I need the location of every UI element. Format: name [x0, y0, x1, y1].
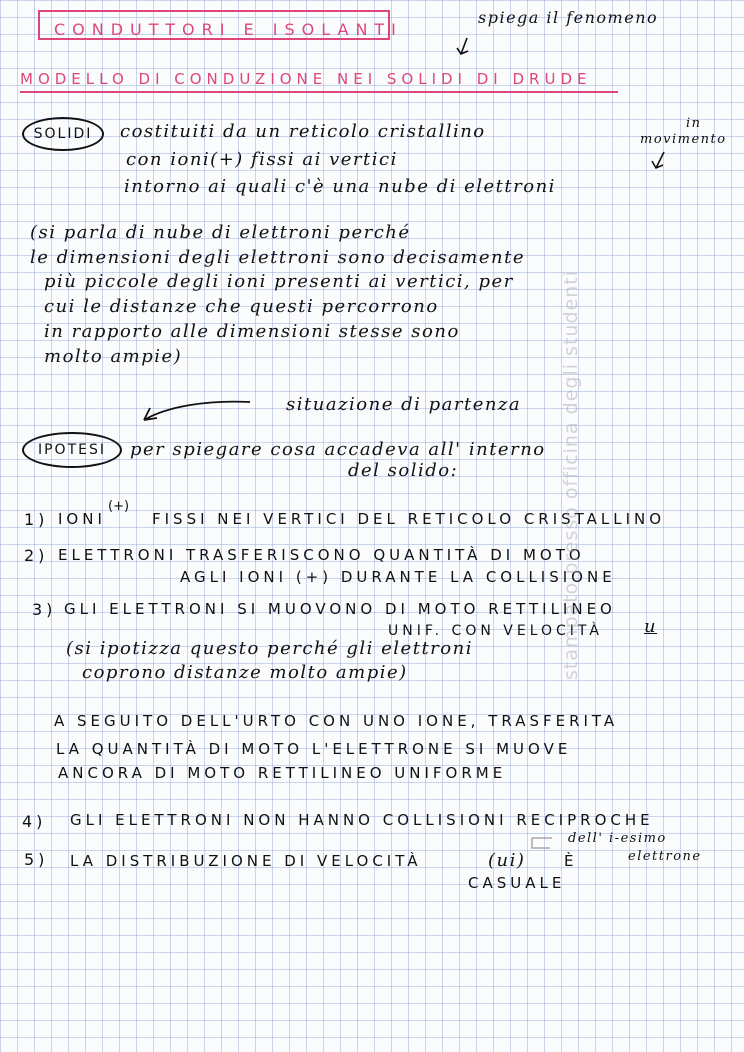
item-3-line-3: (si ipotizza questo perché gli elettroni [66, 638, 473, 659]
item-5-e: È [564, 852, 578, 870]
note-in: in [686, 116, 702, 131]
item-2-line-2: AGLI IONI (+) DURANTE LA COLLISIONE [180, 568, 616, 586]
subtitle: MODELLO DI CONDUZIONE NEI SOLIDI DI DRUDE [20, 70, 592, 88]
note-top: spiega il fenomeno [478, 8, 659, 27]
item-3-number: 3) [32, 600, 57, 619]
note-elettrone: elettrone [628, 849, 702, 864]
note-iesimo: dell' i-esimo [568, 831, 667, 846]
item-1-ioni: IONI [58, 510, 106, 528]
page-title: CONDUTTORI E ISOLANTI [54, 20, 403, 39]
arrow-left-icon [528, 832, 554, 852]
item-1-number: 1) [24, 510, 49, 529]
urto-line-2: LA QUANTITÀ DI MOTO L'ELETTRONE SI MUOVE [56, 740, 572, 758]
title-box [38, 10, 403, 40]
ipotesi-line-2: del solido: [348, 460, 459, 481]
item-3-line-2: UNIF. CON VELOCITÀ [388, 623, 603, 639]
paren-line-4: cui le distanze che questi percorrono [44, 296, 439, 317]
item-1-sup: (+) [108, 499, 130, 514]
watermark: stampato presso officina degli studenti [560, 270, 582, 680]
arrow-down-icon [650, 150, 670, 172]
note-movimento: movimento [640, 132, 727, 147]
item-5-line-1: LA DISTRIBUZIONE DI VELOCITÀ [70, 852, 422, 870]
urto-line-3: ANCORA DI MOTO RETTILINEO UNIFORME [58, 764, 507, 782]
paren-line-1: (si parla di nube di elettroni perché [30, 222, 411, 243]
situazione-label: situazione di partenza [286, 394, 522, 415]
solidi-line-1: costituiti da un reticolo cristallino [120, 121, 486, 142]
item-5-mu: (ui) [488, 850, 526, 871]
item-3-line-1: GLI ELETTRONI SI MUOVONO DI MOTO RETTILINEO [64, 600, 616, 618]
item-4-text: GLI ELETTRONI NON HANNO COLLISIONI RECIPROCHE [70, 811, 654, 829]
paren-line-5: in rapporto alle dimensioni stesse sono [44, 321, 460, 342]
paren-line-3: più piccole degli ioni presenti ai vertici, per [44, 271, 514, 292]
item-4-number: 4) [22, 812, 47, 831]
paren-line-2: le dimensioni degli elettroni sono decisamente [30, 247, 526, 268]
arrow-down-icon [455, 36, 475, 58]
solidi-label: SOLIDI [22, 117, 104, 151]
subtitle-underline [20, 91, 618, 93]
paren-line-6: molto ampie) [44, 346, 183, 367]
ipotesi-line-1: per spiegare cosa accadeva all' interno [130, 439, 546, 460]
urto-line-1: A SEGUITO DELL'URTO CON UNO IONE, TRASFERITA [54, 712, 619, 730]
arrow-left-icon [138, 394, 258, 426]
solidi-line-3: intorno ai quali c'è una nube di elettroni [124, 176, 556, 197]
item-3-mu: u [644, 616, 658, 637]
item-5-line-2: CASUALE [468, 874, 566, 892]
solidi-line-2: con ioni(+) fissi ai vertici [126, 149, 398, 170]
item-2-number: 2) [24, 546, 49, 565]
ipotesi-label: IPOTESI [22, 432, 122, 468]
item-3-line-4: coprono distanze molto ampie) [82, 662, 408, 683]
item-5-number: 5) [24, 850, 49, 869]
item-1-text: FISSI NEI VERTICI DEL RETICOLO CRISTALLINO [152, 510, 666, 528]
item-2-line-1: ELETTRONI TRASFERISCONO QUANTITÀ DI MOTO [58, 546, 585, 564]
